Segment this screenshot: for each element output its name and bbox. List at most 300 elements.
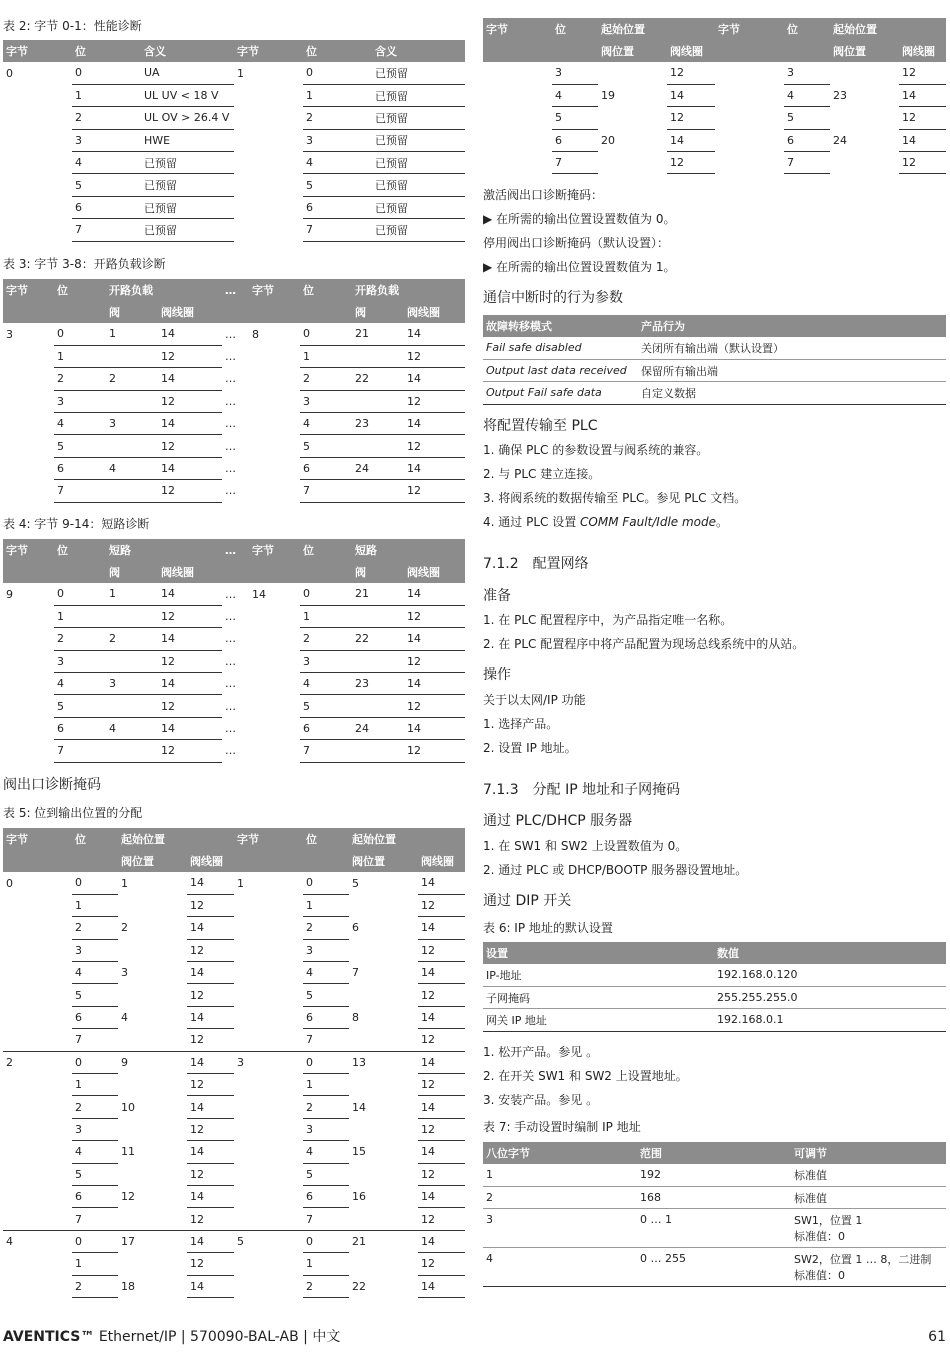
table-5-header: 位 bbox=[303, 828, 349, 850]
table-cell bbox=[234, 196, 303, 218]
coil-cell: 12 bbox=[158, 480, 222, 502]
bit-cell: 2 bbox=[72, 917, 118, 939]
adjustable-cell bbox=[791, 1186, 946, 1208]
table-row bbox=[3, 457, 465, 479]
ellipsis-cell: … bbox=[225, 484, 236, 498]
bit-cell: 2 bbox=[54, 628, 106, 650]
table-cell bbox=[715, 107, 784, 129]
valve-position-cell: 19 bbox=[601, 89, 615, 103]
table-row bbox=[3, 1253, 465, 1275]
ellipsis-cell: … bbox=[225, 350, 236, 364]
table-row bbox=[3, 368, 465, 390]
table-row bbox=[3, 1029, 465, 1051]
valve-cell bbox=[352, 480, 404, 502]
table-cell bbox=[3, 628, 54, 650]
meaning-cell: 已预留 bbox=[372, 152, 465, 174]
valve-position-cell bbox=[349, 1208, 418, 1230]
table-6-caption: 表 6: IP 地址的默认设置 bbox=[483, 921, 613, 935]
adjustable-line: 标准值 bbox=[794, 1191, 827, 1205]
valve-cell bbox=[352, 650, 404, 672]
table-cell bbox=[234, 152, 303, 174]
coil-cell: 14 bbox=[187, 1185, 234, 1207]
prep-heading: 准备 bbox=[483, 588, 511, 604]
coil-cell: 14 bbox=[404, 583, 465, 605]
coil-cell: 14 bbox=[404, 628, 465, 650]
bit-cell: 3 bbox=[303, 129, 372, 151]
table-3-header: 开路负载 bbox=[106, 279, 222, 301]
bit-cell: 6 bbox=[552, 129, 598, 151]
valve-position-cell: 18 bbox=[121, 1279, 135, 1293]
page-number: 61 bbox=[928, 1329, 946, 1345]
valve-position-cell: 12 bbox=[121, 1190, 135, 1204]
table-row bbox=[3, 1006, 465, 1028]
table-row bbox=[3, 695, 465, 717]
bit-cell: 6 bbox=[300, 717, 352, 739]
table-row bbox=[3, 323, 465, 345]
table-5-header: 字节 bbox=[3, 828, 72, 850]
table-cell bbox=[3, 129, 72, 151]
valve-cell bbox=[106, 435, 158, 457]
valve-position-cell: 5 bbox=[352, 876, 359, 890]
table-5c-header: 起始位置 bbox=[598, 18, 715, 40]
valve-position-cell: 17 bbox=[118, 1230, 187, 1252]
table-row bbox=[3, 196, 465, 218]
valve-position-cell bbox=[349, 984, 418, 1006]
table-cell bbox=[3, 962, 72, 984]
fault-table-header: 产品行为 bbox=[638, 315, 946, 337]
bit-cell: 3 bbox=[303, 939, 349, 961]
table-cell bbox=[3, 1185, 72, 1207]
byte-cell: 3 bbox=[6, 327, 13, 341]
table-cell bbox=[249, 695, 300, 717]
list-item: 3. 将阀系统的数据传输至 PLC。参见 PLC 文档。 bbox=[483, 491, 747, 505]
table-row bbox=[3, 583, 465, 605]
valve-position-cell: 1 bbox=[121, 876, 128, 890]
coil-cell: 12 bbox=[158, 695, 222, 717]
table-cell bbox=[249, 628, 300, 650]
coil-cell: 12 bbox=[667, 62, 715, 84]
table-row bbox=[3, 390, 465, 412]
coil-cell: 14 bbox=[418, 1230, 465, 1252]
bit-cell: 3 bbox=[300, 390, 352, 412]
ellipsis-cell: … bbox=[225, 632, 236, 646]
coil-cell: 12 bbox=[404, 695, 465, 717]
list-item: 1. 选择产品。 bbox=[483, 717, 559, 731]
valve-cell: 4 bbox=[106, 457, 158, 479]
table-row bbox=[3, 435, 465, 457]
table-5-header: 起始位置 bbox=[349, 828, 465, 850]
bit-cell: 0 bbox=[54, 323, 106, 345]
valve-position-cell: 6 bbox=[352, 921, 359, 935]
table-row bbox=[3, 939, 465, 961]
step4-prefix: 4. 通过 PLC 设置 bbox=[483, 515, 581, 529]
coil-cell: 12 bbox=[899, 62, 946, 84]
valve-position-cell: 20 bbox=[601, 133, 615, 147]
table-2-header: 含义 bbox=[141, 40, 234, 62]
coil-cell: 12 bbox=[187, 1074, 234, 1096]
dip-steps bbox=[483, 1044, 688, 1116]
coil-cell: 12 bbox=[404, 345, 465, 367]
setting-cell: 网关 IP 地址 bbox=[483, 1009, 714, 1031]
ellipsis-cell: … bbox=[225, 372, 236, 386]
coil-cell: 12 bbox=[187, 1253, 234, 1275]
table-7 bbox=[483, 1142, 946, 1287]
operation-heading: 操作 bbox=[483, 667, 511, 683]
valve-position-cell bbox=[830, 152, 899, 174]
coil-cell: 14 bbox=[187, 917, 234, 939]
table-row bbox=[3, 605, 465, 627]
table-cell bbox=[234, 962, 303, 984]
bit-cell: 7 bbox=[784, 152, 830, 174]
meaning-cell: 已预留 bbox=[372, 174, 465, 196]
table-cell bbox=[249, 650, 300, 672]
bit-cell: 6 bbox=[303, 1185, 349, 1207]
bit-cell: 4 bbox=[72, 1141, 118, 1163]
valve-position-cell bbox=[598, 152, 667, 174]
table-cell bbox=[3, 695, 54, 717]
table-5-header: 字节 bbox=[234, 828, 303, 850]
bit-cell: 1 bbox=[303, 84, 372, 106]
table-cell bbox=[3, 480, 54, 502]
meaning-cell: UA bbox=[141, 62, 234, 84]
table-cell bbox=[234, 1096, 303, 1118]
coil-cell: 12 bbox=[418, 1029, 465, 1051]
coil-cell: 14 bbox=[899, 84, 946, 106]
valve-position-cell: 7 bbox=[352, 966, 359, 980]
valve-cell: 4 bbox=[106, 717, 158, 739]
bit-cell: 1 bbox=[303, 1253, 349, 1275]
range-cell: 0 … 1 bbox=[637, 1209, 791, 1248]
bit-cell: 3 bbox=[72, 129, 141, 151]
valve-cell: 3 bbox=[106, 673, 158, 695]
activate-mask-step: ▶ 在所需的输出位置设置数值为 0。 bbox=[483, 212, 676, 226]
coil-cell: 14 bbox=[418, 1006, 465, 1028]
table-cell bbox=[234, 219, 303, 241]
valve-position-cell: 14 bbox=[352, 1100, 366, 1114]
valve-cell bbox=[106, 650, 158, 672]
bit-cell: 3 bbox=[54, 390, 106, 412]
table-3-subheader: 阀 bbox=[352, 301, 404, 323]
valve-cell: 24 bbox=[352, 457, 404, 479]
coil-cell: 14 bbox=[418, 872, 465, 894]
table-cell bbox=[249, 480, 300, 502]
table-cell bbox=[715, 152, 784, 174]
valve-cell: 1 bbox=[106, 323, 158, 345]
coil-cell: 12 bbox=[899, 107, 946, 129]
table-7-header: 范围 bbox=[637, 1142, 791, 1164]
range-cell: 168 bbox=[637, 1186, 791, 1208]
table-cell bbox=[234, 129, 303, 151]
table-row bbox=[3, 107, 465, 129]
table-5c-header: 位 bbox=[552, 18, 598, 40]
table-row bbox=[483, 129, 946, 151]
coil-cell: 14 bbox=[404, 413, 465, 435]
table-cell bbox=[3, 605, 54, 627]
table-row bbox=[483, 107, 946, 129]
setting-cell: 子网掩码 bbox=[483, 986, 714, 1008]
bit-cell: 7 bbox=[72, 1208, 118, 1230]
coil-cell: 12 bbox=[158, 390, 222, 412]
table-cell bbox=[3, 717, 54, 739]
table-cell bbox=[3, 1029, 72, 1051]
valve-position-cell bbox=[830, 62, 899, 84]
valve-cell: 21 bbox=[352, 323, 404, 345]
bit-cell: 4 bbox=[303, 1141, 349, 1163]
bit-cell: 0 bbox=[303, 1230, 349, 1252]
bit-cell: 3 bbox=[784, 62, 830, 84]
table-cell bbox=[234, 1185, 303, 1207]
coil-cell: 12 bbox=[187, 984, 234, 1006]
ellipsis-cell: … bbox=[225, 394, 236, 408]
table-row bbox=[3, 152, 465, 174]
bit-cell: 3 bbox=[303, 1118, 349, 1140]
coil-cell: 12 bbox=[899, 152, 946, 174]
table-3-subheader: 阀线圈 bbox=[158, 301, 222, 323]
mask-heading: 阀出口诊断掩码 bbox=[3, 777, 101, 793]
table-row bbox=[3, 413, 465, 435]
coil-cell: 12 bbox=[418, 1253, 465, 1275]
table-3-header: 开路负载 bbox=[352, 279, 465, 301]
table-row bbox=[483, 1186, 946, 1208]
coil-cell: 12 bbox=[418, 984, 465, 1006]
table-cell bbox=[715, 62, 784, 84]
bit-cell: 2 bbox=[72, 1275, 118, 1297]
valve-position-cell bbox=[118, 984, 187, 1006]
table-cell bbox=[3, 1253, 72, 1275]
bit-cell: 5 bbox=[303, 174, 372, 196]
coil-cell: 14 bbox=[418, 917, 465, 939]
valve-position-cell bbox=[598, 62, 667, 84]
dip-heading: 通过 DIP 开关 bbox=[483, 893, 572, 909]
valve-position-cell: 8 bbox=[352, 1011, 359, 1025]
valve-position-cell: 11 bbox=[121, 1145, 135, 1159]
fault-mode-cell: Output last data received bbox=[483, 359, 638, 381]
bit-cell: 1 bbox=[54, 605, 106, 627]
bit-cell: 7 bbox=[72, 219, 141, 241]
coil-cell: 12 bbox=[418, 939, 465, 961]
bit-cell: 2 bbox=[300, 368, 352, 390]
valve-position-cell: 3 bbox=[121, 966, 128, 980]
coil-cell: 12 bbox=[418, 1118, 465, 1140]
bit-cell: 4 bbox=[552, 84, 598, 106]
meaning-cell: 已预留 bbox=[141, 174, 234, 196]
table-cell bbox=[234, 939, 303, 961]
bit-cell: 1 bbox=[54, 345, 106, 367]
table-cell bbox=[234, 1118, 303, 1140]
table-4-header: 位 bbox=[300, 539, 352, 561]
table-row bbox=[3, 219, 465, 241]
table-row bbox=[483, 382, 946, 404]
meaning-cell: 已预留 bbox=[372, 129, 465, 151]
coil-cell: 14 bbox=[418, 1275, 465, 1297]
meaning-cell: 已预留 bbox=[141, 196, 234, 218]
valve-cell: 2 bbox=[106, 628, 158, 650]
table-row bbox=[3, 1118, 465, 1140]
table-cell bbox=[249, 605, 300, 627]
table-cell bbox=[234, 1074, 303, 1096]
table-7-header: 可调节 bbox=[791, 1142, 946, 1164]
table-5-caption: 表 5: 位到输出位置的分配 bbox=[3, 806, 143, 820]
coil-cell: 14 bbox=[187, 872, 234, 894]
coil-cell: 14 bbox=[404, 368, 465, 390]
byte-cell: 14 bbox=[252, 587, 266, 601]
coil-cell: 14 bbox=[404, 717, 465, 739]
bit-cell: 5 bbox=[54, 695, 106, 717]
value-cell: 192.168.0.120 bbox=[714, 964, 946, 986]
table-4-header: … bbox=[222, 539, 249, 561]
coil-cell: 12 bbox=[187, 1029, 234, 1051]
product-behavior-cell: 保留所有输出端 bbox=[638, 359, 946, 381]
coil-cell: 14 bbox=[418, 1096, 465, 1118]
octet-cell: 2 bbox=[483, 1186, 637, 1208]
table-row bbox=[3, 917, 465, 939]
valve-position-cell: 24 bbox=[833, 133, 847, 147]
bit-cell: 0 bbox=[72, 1051, 118, 1073]
table-cell bbox=[483, 107, 552, 129]
valve-position-cell bbox=[118, 1208, 187, 1230]
coil-cell: 14 bbox=[187, 1141, 234, 1163]
product-behavior-cell: 自定义数据 bbox=[638, 382, 946, 404]
octet-cell: 4 bbox=[483, 1248, 637, 1287]
bit-cell: 6 bbox=[54, 457, 106, 479]
bit-cell: 1 bbox=[300, 345, 352, 367]
bit-cell: 5 bbox=[303, 984, 349, 1006]
adjustable-line: SW2，位置 1 … 8，二进制 bbox=[794, 1253, 932, 1267]
bit-cell: 3 bbox=[54, 650, 106, 672]
valve-position-cell bbox=[349, 894, 418, 916]
table-row bbox=[483, 84, 946, 106]
byte-cell: 5 bbox=[234, 1230, 303, 1252]
table-cell bbox=[715, 129, 784, 151]
valve-position-cell bbox=[118, 1074, 187, 1096]
bit-cell: 4 bbox=[72, 152, 141, 174]
coil-cell: 14 bbox=[187, 962, 234, 984]
ellipsis-cell: … bbox=[225, 462, 236, 476]
ellipsis-cell: … bbox=[225, 610, 236, 624]
table-4-subheader: 阀线圈 bbox=[158, 561, 222, 583]
coil-cell: 12 bbox=[404, 435, 465, 457]
table-cell bbox=[234, 917, 303, 939]
coil-cell: 12 bbox=[187, 1118, 234, 1140]
table-5-subheader: 阀位置 bbox=[118, 850, 187, 872]
table-4-header: 短路 bbox=[106, 539, 222, 561]
table-6 bbox=[483, 942, 946, 1032]
ellipsis-cell: … bbox=[225, 439, 236, 453]
table-4-subheader: 阀 bbox=[106, 561, 158, 583]
value-cell: 255.255.255.0 bbox=[714, 986, 946, 1008]
bit-cell: 2 bbox=[300, 628, 352, 650]
byte-cell: 4 bbox=[3, 1230, 72, 1252]
coil-cell: 12 bbox=[404, 390, 465, 412]
valve-position-cell bbox=[349, 939, 418, 961]
valve-position-cell bbox=[349, 1029, 418, 1051]
valve-position-cell bbox=[118, 1118, 187, 1140]
table-cell bbox=[249, 345, 300, 367]
bit-cell: 5 bbox=[72, 174, 141, 196]
bit-cell: 4 bbox=[784, 84, 830, 106]
table-5c-subheader: 阀位置 bbox=[598, 40, 667, 62]
bit-cell: 1 bbox=[72, 894, 118, 916]
bit-cell: 6 bbox=[784, 129, 830, 151]
bit-cell: 5 bbox=[300, 435, 352, 457]
table-row bbox=[483, 1248, 946, 1287]
bit-cell: 6 bbox=[54, 717, 106, 739]
valve-position-cell bbox=[349, 1163, 418, 1185]
table-cell bbox=[3, 894, 72, 916]
valve-position-cell: 9 bbox=[118, 1051, 187, 1073]
coil-cell: 14 bbox=[158, 323, 222, 345]
table-5 bbox=[3, 828, 465, 1298]
meaning-cell: 已预留 bbox=[372, 107, 465, 129]
list-item: 1. 松开产品。参见 。 bbox=[483, 1045, 599, 1059]
bit-cell: 7 bbox=[303, 219, 372, 241]
table-row bbox=[3, 984, 465, 1006]
coil-cell: 12 bbox=[158, 650, 222, 672]
ellipsis-cell: … bbox=[225, 327, 236, 341]
table-cell bbox=[3, 435, 54, 457]
table-cell bbox=[249, 740, 300, 762]
table-cell bbox=[249, 673, 300, 695]
table-4-subheader: 阀 bbox=[352, 561, 404, 583]
comm-heading: 通信中断时的行为参数 bbox=[483, 290, 623, 306]
table-cell bbox=[234, 107, 303, 129]
valve-position-cell: 23 bbox=[833, 89, 847, 103]
default-value-line: 标准值：0 bbox=[794, 1269, 845, 1283]
table-row bbox=[3, 894, 465, 916]
bit-cell: 1 bbox=[303, 1074, 349, 1096]
table-cell bbox=[3, 917, 72, 939]
table-2-header: 字节 bbox=[234, 40, 303, 62]
coil-cell: 12 bbox=[158, 605, 222, 627]
ellipsis-cell: … bbox=[225, 722, 236, 736]
setting-cell: IP-地址 bbox=[483, 964, 714, 986]
valve-position-cell bbox=[118, 939, 187, 961]
step4-suffix: 。 bbox=[716, 515, 729, 529]
deactivate-mask-step: ▶ 在所需的输出位置设置数值为 1。 bbox=[483, 260, 676, 274]
list-item: 2. 与 PLC 建立连接。 bbox=[483, 467, 601, 481]
valve-cell bbox=[352, 605, 404, 627]
table-cell bbox=[249, 390, 300, 412]
ellipsis-cell: … bbox=[225, 587, 236, 601]
coil-cell: 12 bbox=[418, 1074, 465, 1096]
valve-position-cell: 15 bbox=[352, 1145, 366, 1159]
table-5c-subheader: 阀位置 bbox=[830, 40, 899, 62]
ellipsis-cell: … bbox=[225, 417, 236, 431]
bit-cell: 4 bbox=[303, 962, 349, 984]
coil-cell: 12 bbox=[667, 107, 715, 129]
table-row bbox=[3, 1208, 465, 1230]
table-cell bbox=[3, 939, 72, 961]
section-7-1-2-heading: 7.1.2 配置网络 bbox=[483, 556, 589, 572]
coil-cell: 14 bbox=[158, 368, 222, 390]
prep-steps bbox=[483, 612, 804, 660]
bit-cell: 3 bbox=[300, 650, 352, 672]
valve-cell: 21 bbox=[352, 583, 404, 605]
table-cell bbox=[715, 84, 784, 106]
coil-cell: 12 bbox=[418, 894, 465, 916]
operation-intro: 关于以太网/IP 功能 bbox=[483, 693, 586, 707]
coil-cell: 12 bbox=[404, 605, 465, 627]
valve-cell bbox=[106, 480, 158, 502]
table-cell bbox=[234, 1029, 303, 1051]
valve-position-cell bbox=[349, 1253, 418, 1275]
valve-cell: 23 bbox=[352, 413, 404, 435]
coil-cell: 14 bbox=[418, 1051, 465, 1073]
table-cell bbox=[3, 174, 72, 196]
bit-cell: 5 bbox=[784, 107, 830, 129]
bit-cell: 4 bbox=[300, 673, 352, 695]
coil-cell: 14 bbox=[158, 413, 222, 435]
